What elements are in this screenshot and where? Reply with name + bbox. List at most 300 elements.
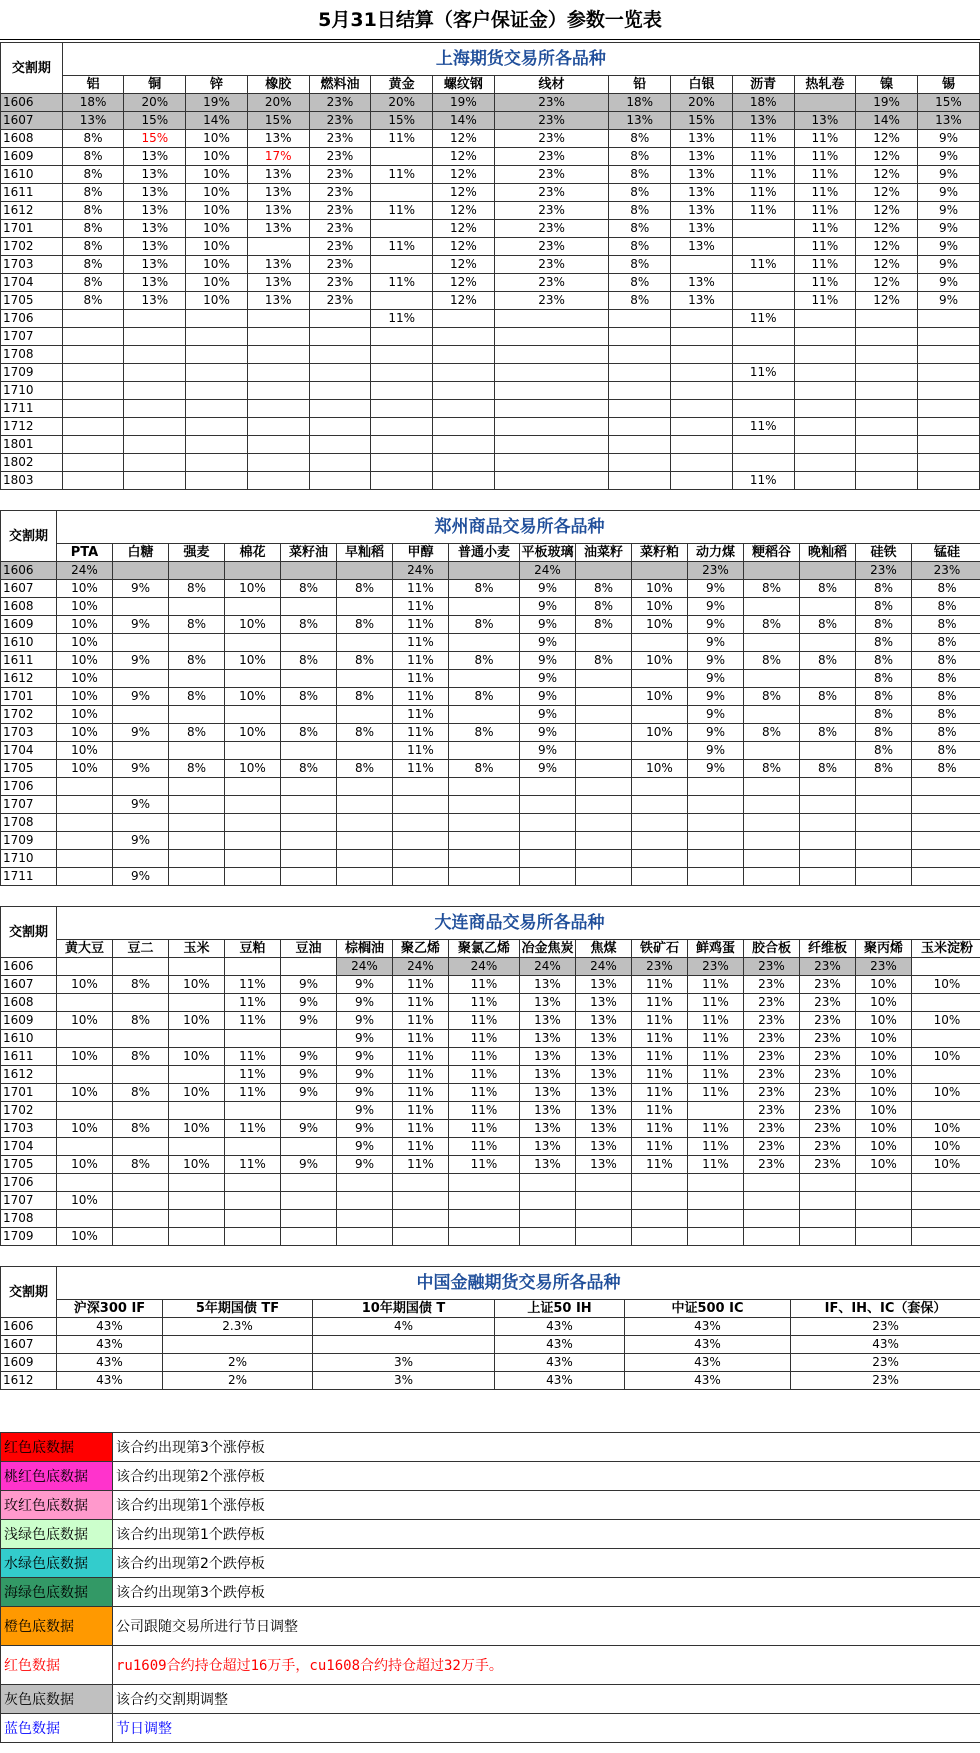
margin-cell xyxy=(632,670,688,688)
margin-cell: 23% xyxy=(309,202,371,220)
margin-cell: 9% xyxy=(688,706,744,724)
dce-table xyxy=(0,906,980,1246)
delivery-period: 1706 xyxy=(1,778,57,796)
margin-cell: 11% xyxy=(393,1012,449,1030)
margin-cell xyxy=(856,796,912,814)
table-row xyxy=(1,1372,980,1390)
margin-cell: 8% xyxy=(800,760,856,778)
margin-cell xyxy=(520,1228,576,1246)
margin-cell: 23% xyxy=(744,1012,800,1030)
delivery-period: 1707 xyxy=(1,1192,57,1210)
margin-cell: 8% xyxy=(856,706,912,724)
legend-description: 该合约交割期调整 xyxy=(113,1685,980,1714)
margin-cell xyxy=(449,670,520,688)
margin-cell xyxy=(856,364,918,382)
margin-cell: 14% xyxy=(186,112,248,130)
margin-cell: 13% xyxy=(520,1102,576,1120)
margin-cell: 17% xyxy=(247,148,309,166)
margin-cell: 9% xyxy=(917,256,979,274)
column-header: 晚籼稻 xyxy=(800,544,856,562)
column-header: 豆油 xyxy=(281,940,337,958)
delivery-period: 1705 xyxy=(1,1156,57,1174)
delivery-period: 1702 xyxy=(1,238,63,256)
margin-cell: 8% xyxy=(609,202,671,220)
margin-cell: 11% xyxy=(225,976,281,994)
margin-cell: 8% xyxy=(800,724,856,742)
margin-cell: 10% xyxy=(632,580,688,598)
margin-cell xyxy=(449,1210,520,1228)
margin-cell xyxy=(632,1210,688,1228)
margin-cell xyxy=(800,832,856,850)
margin-cell: 10% xyxy=(169,1084,225,1102)
czce-table xyxy=(0,510,980,886)
margin-cell: 18% xyxy=(609,94,671,112)
margin-cell xyxy=(186,400,248,418)
margin-cell: 11% xyxy=(371,130,433,148)
margin-cell: 9% xyxy=(337,1120,393,1138)
margin-cell: 11% xyxy=(449,1138,520,1156)
margin-cell xyxy=(609,328,671,346)
margin-cell: 23% xyxy=(800,1102,856,1120)
margin-cell xyxy=(169,1138,225,1156)
margin-cell: 11% xyxy=(393,1030,449,1048)
margin-cell: 13% xyxy=(576,1012,632,1030)
period-label: 交割期 xyxy=(1,1267,57,1318)
table-row xyxy=(1,112,980,130)
margin-cell xyxy=(794,310,856,328)
margin-cell: 11% xyxy=(632,1084,688,1102)
delivery-period: 1710 xyxy=(1,850,57,868)
margin-cell xyxy=(609,382,671,400)
margin-cell xyxy=(281,1138,337,1156)
margin-cell: 10% xyxy=(856,1156,912,1174)
margin-cell xyxy=(169,994,225,1012)
margin-cell: 23% xyxy=(744,994,800,1012)
margin-cell: 23% xyxy=(309,94,371,112)
margin-cell xyxy=(371,184,433,202)
margin-cell xyxy=(247,418,309,436)
margin-cell: 9% xyxy=(281,976,337,994)
margin-cell xyxy=(186,472,248,490)
table-row xyxy=(1,328,980,346)
margin-cell: 11% xyxy=(794,148,856,166)
margin-cell xyxy=(309,418,371,436)
margin-cell: 8% xyxy=(609,238,671,256)
margin-cell xyxy=(744,1210,800,1228)
margin-cell: 9% xyxy=(520,706,576,724)
margin-cell xyxy=(393,868,449,886)
margin-cell: 8% xyxy=(281,688,337,706)
margin-cell: 13% xyxy=(671,238,733,256)
margin-cell: 23% xyxy=(744,1102,800,1120)
margin-cell xyxy=(732,382,794,400)
margin-cell: 8% xyxy=(856,742,912,760)
column-header: 黄金 xyxy=(371,76,433,94)
margin-cell: 11% xyxy=(449,1156,520,1174)
margin-cell xyxy=(449,868,520,886)
margin-cell: 8% xyxy=(337,760,393,778)
margin-cell xyxy=(62,400,124,418)
margin-cell xyxy=(169,1228,225,1246)
margin-cell: 13% xyxy=(520,1048,576,1066)
margin-cell xyxy=(671,400,733,418)
margin-cell: 23% xyxy=(800,1156,856,1174)
delivery-period: 1611 xyxy=(1,652,57,670)
margin-cell: 11% xyxy=(794,238,856,256)
delivery-period: 1710 xyxy=(1,382,63,400)
margin-cell xyxy=(632,1192,688,1210)
margin-cell xyxy=(113,778,169,796)
margin-cell: 11% xyxy=(732,310,794,328)
margin-cell: 10% xyxy=(57,670,113,688)
cffex-table xyxy=(0,1266,980,1390)
margin-cell xyxy=(856,1210,912,1228)
margin-cell: 23% xyxy=(494,112,609,130)
period-label: 交割期 xyxy=(1,511,57,562)
margin-cell: 11% xyxy=(371,274,433,292)
legend-label: 桃红色底数据 xyxy=(1,1462,113,1491)
margin-cell xyxy=(281,868,337,886)
margin-cell xyxy=(917,400,979,418)
legend-row xyxy=(1,1578,980,1607)
margin-cell: 11% xyxy=(225,994,281,1012)
margin-cell: 13% xyxy=(247,256,309,274)
margin-cell xyxy=(225,706,281,724)
column-header: 沪深300 IF xyxy=(57,1300,163,1318)
margin-cell: 8% xyxy=(912,706,980,724)
margin-cell: 11% xyxy=(632,1030,688,1048)
margin-cell: 8% xyxy=(912,688,980,706)
margin-cell: 13% xyxy=(576,1156,632,1174)
margin-cell: 13% xyxy=(576,976,632,994)
margin-cell xyxy=(113,958,169,976)
margin-cell xyxy=(281,670,337,688)
delivery-period: 1703 xyxy=(1,724,57,742)
margin-cell: 10% xyxy=(856,1084,912,1102)
margin-cell xyxy=(169,850,225,868)
legend-label: 红色底数据 xyxy=(1,1433,113,1462)
margin-cell xyxy=(744,598,800,616)
margin-cell xyxy=(247,436,309,454)
column-header: IF、IH、IC（套保） xyxy=(791,1300,980,1318)
margin-cell xyxy=(732,400,794,418)
column-header: 早籼稻 xyxy=(337,544,393,562)
delivery-period: 1609 xyxy=(1,1354,57,1372)
margin-cell xyxy=(113,598,169,616)
margin-cell xyxy=(281,796,337,814)
margin-cell: 8% xyxy=(169,688,225,706)
margin-cell: 11% xyxy=(393,760,449,778)
legend-table xyxy=(0,1432,980,1743)
delivery-period: 1609 xyxy=(1,148,63,166)
margin-cell: 9% xyxy=(688,760,744,778)
margin-cell: 13% xyxy=(671,220,733,238)
delivery-period: 1711 xyxy=(1,868,57,886)
margin-cell xyxy=(393,814,449,832)
table-row xyxy=(1,868,980,886)
margin-cell xyxy=(912,796,980,814)
margin-cell: 10% xyxy=(57,760,113,778)
margin-cell: 11% xyxy=(794,202,856,220)
margin-cell: 11% xyxy=(794,256,856,274)
margin-cell: 8% xyxy=(449,652,520,670)
margin-cell: 10% xyxy=(186,184,248,202)
margin-cell xyxy=(632,850,688,868)
margin-cell xyxy=(57,832,113,850)
margin-cell xyxy=(169,742,225,760)
table-row xyxy=(1,274,980,292)
delivery-period: 1606 xyxy=(1,958,57,976)
margin-cell xyxy=(433,418,495,436)
margin-cell: 23% xyxy=(744,1120,800,1138)
margin-cell xyxy=(371,328,433,346)
delivery-period: 1708 xyxy=(1,1210,57,1228)
delivery-period: 1704 xyxy=(1,1138,57,1156)
column-header: 动力煤 xyxy=(688,544,744,562)
margin-cell xyxy=(281,1174,337,1192)
margin-cell xyxy=(917,436,979,454)
legend-description: 该合约出现第3个跌停板 xyxy=(113,1578,980,1607)
margin-cell: 23% xyxy=(688,562,744,580)
table-row xyxy=(1,400,980,418)
margin-cell xyxy=(225,1210,281,1228)
table-row xyxy=(1,850,980,868)
margin-cell: 11% xyxy=(688,1048,744,1066)
margin-cell xyxy=(912,1174,980,1192)
margin-cell: 13% xyxy=(520,1030,576,1048)
margin-cell: 23% xyxy=(791,1318,980,1336)
delivery-period: 1711 xyxy=(1,400,63,418)
margin-cell: 9% xyxy=(520,616,576,634)
margin-cell: 23% xyxy=(800,994,856,1012)
delivery-period: 1612 xyxy=(1,202,63,220)
margin-cell xyxy=(609,400,671,418)
margin-cell xyxy=(169,1210,225,1228)
legend-row xyxy=(1,1714,980,1743)
margin-cell: 9% xyxy=(688,598,744,616)
column-header: 中证500 IC xyxy=(625,1300,791,1318)
margin-cell: 8% xyxy=(609,166,671,184)
margin-cell xyxy=(632,868,688,886)
margin-cell: 12% xyxy=(856,256,918,274)
margin-cell: 11% xyxy=(393,1066,449,1084)
margin-cell xyxy=(57,1210,113,1228)
margin-cell: 43% xyxy=(495,1336,625,1354)
margin-cell: 13% xyxy=(576,1102,632,1120)
margin-cell xyxy=(912,832,980,850)
margin-cell xyxy=(912,1030,980,1048)
margin-cell: 24% xyxy=(393,958,449,976)
margin-cell: 11% xyxy=(393,598,449,616)
margin-cell xyxy=(520,1192,576,1210)
margin-cell xyxy=(632,634,688,652)
margin-cell: 8% xyxy=(609,292,671,310)
margin-cell xyxy=(225,832,281,850)
margin-cell: 23% xyxy=(494,130,609,148)
margin-cell xyxy=(688,1228,744,1246)
margin-cell: 12% xyxy=(856,238,918,256)
margin-cell: 23% xyxy=(791,1354,980,1372)
period-label: 交割期 xyxy=(1,43,63,94)
margin-cell: 23% xyxy=(494,274,609,292)
margin-cell xyxy=(225,742,281,760)
column-header: 铝 xyxy=(62,76,124,94)
margin-cell xyxy=(57,1030,113,1048)
margin-cell xyxy=(671,436,733,454)
margin-cell: 11% xyxy=(794,130,856,148)
table-row xyxy=(1,778,980,796)
margin-cell xyxy=(744,670,800,688)
margin-cell: 11% xyxy=(794,166,856,184)
margin-cell: 11% xyxy=(632,994,688,1012)
margin-cell: 13% xyxy=(671,292,733,310)
margin-cell: 10% xyxy=(57,742,113,760)
margin-cell xyxy=(576,1228,632,1246)
table-row xyxy=(1,1210,980,1228)
legend-label: 玫红色底数据 xyxy=(1,1491,113,1520)
margin-cell: 43% xyxy=(495,1318,625,1336)
margin-cell: 10% xyxy=(169,1156,225,1174)
margin-cell xyxy=(169,598,225,616)
margin-cell xyxy=(917,382,979,400)
table-row xyxy=(1,688,980,706)
margin-cell xyxy=(609,364,671,382)
margin-cell xyxy=(856,310,918,328)
margin-cell xyxy=(371,454,433,472)
margin-cell: 23% xyxy=(800,1012,856,1030)
margin-cell: 9% xyxy=(337,1048,393,1066)
margin-cell xyxy=(732,274,794,292)
margin-cell xyxy=(917,472,979,490)
margin-cell xyxy=(225,868,281,886)
margin-cell xyxy=(449,598,520,616)
margin-cell xyxy=(688,850,744,868)
margin-cell xyxy=(433,364,495,382)
margin-cell: 13% xyxy=(247,130,309,148)
delivery-period: 1701 xyxy=(1,1084,57,1102)
margin-cell xyxy=(794,94,856,112)
legend-row xyxy=(1,1491,980,1520)
delivery-period: 1701 xyxy=(1,220,63,238)
legend-label: 灰色底数据 xyxy=(1,1685,113,1714)
margin-cell: 13% xyxy=(576,1048,632,1066)
margin-cell: 10% xyxy=(57,616,113,634)
margin-cell: 11% xyxy=(732,202,794,220)
margin-cell: 10% xyxy=(856,1012,912,1030)
margin-cell xyxy=(113,742,169,760)
margin-cell xyxy=(169,562,225,580)
margin-cell: 23% xyxy=(688,958,744,976)
margin-cell: 11% xyxy=(449,1084,520,1102)
margin-cell: 9% xyxy=(917,292,979,310)
margin-cell: 8% xyxy=(856,598,912,616)
margin-cell xyxy=(744,850,800,868)
delivery-period: 1709 xyxy=(1,364,63,382)
margin-cell xyxy=(309,364,371,382)
margin-cell xyxy=(186,364,248,382)
exchange-name: 上海期货交易所各品种 xyxy=(62,43,979,76)
margin-cell xyxy=(247,364,309,382)
margin-cell: 10% xyxy=(225,652,281,670)
margin-cell: 23% xyxy=(494,292,609,310)
margin-cell xyxy=(225,1030,281,1048)
margin-cell xyxy=(494,382,609,400)
margin-cell xyxy=(225,562,281,580)
margin-cell xyxy=(225,850,281,868)
margin-cell: 11% xyxy=(225,1084,281,1102)
legend-label: 海绿色底数据 xyxy=(1,1578,113,1607)
table-row xyxy=(1,1048,980,1066)
delivery-period: 1706 xyxy=(1,310,63,328)
margin-cell xyxy=(494,454,609,472)
table-row xyxy=(1,1228,980,1246)
margin-cell xyxy=(113,1030,169,1048)
margin-cell xyxy=(744,778,800,796)
margin-cell xyxy=(186,382,248,400)
margin-cell: 11% xyxy=(393,688,449,706)
delivery-period: 1610 xyxy=(1,1030,57,1048)
table-row xyxy=(1,670,980,688)
margin-cell xyxy=(576,796,632,814)
legend-row xyxy=(1,1646,980,1685)
margin-cell xyxy=(186,454,248,472)
margin-cell xyxy=(281,562,337,580)
margin-cell: 8% xyxy=(912,580,980,598)
column-header: 普通小麦 xyxy=(449,544,520,562)
margin-cell: 23% xyxy=(744,1066,800,1084)
margin-cell: 11% xyxy=(732,148,794,166)
column-header: 上证50 IH xyxy=(495,1300,625,1318)
margin-cell: 10% xyxy=(186,274,248,292)
margin-cell: 43% xyxy=(495,1372,625,1390)
margin-cell: 9% xyxy=(337,1030,393,1048)
margin-cell xyxy=(912,850,980,868)
margin-cell: 10% xyxy=(912,1012,980,1030)
margin-cell: 9% xyxy=(337,1066,393,1084)
margin-cell xyxy=(744,742,800,760)
margin-cell: 8% xyxy=(912,742,980,760)
margin-cell xyxy=(337,634,393,652)
margin-cell xyxy=(57,958,113,976)
column-header: 棉花 xyxy=(225,544,281,562)
margin-cell: 12% xyxy=(433,238,495,256)
margin-cell xyxy=(520,850,576,868)
margin-cell xyxy=(800,814,856,832)
margin-cell: 24% xyxy=(57,562,113,580)
margin-cell xyxy=(281,814,337,832)
legend-row xyxy=(1,1462,980,1491)
table-row xyxy=(1,148,980,166)
margin-cell xyxy=(186,328,248,346)
table-row xyxy=(1,418,980,436)
margin-cell: 9% xyxy=(520,760,576,778)
margin-cell: 8% xyxy=(169,616,225,634)
margin-cell xyxy=(732,346,794,364)
margin-cell: 9% xyxy=(281,1012,337,1030)
margin-cell: 8% xyxy=(449,724,520,742)
margin-cell: 9% xyxy=(917,274,979,292)
margin-cell: 8% xyxy=(609,256,671,274)
margin-cell xyxy=(632,832,688,850)
delivery-period: 1608 xyxy=(1,994,57,1012)
margin-cell xyxy=(800,1192,856,1210)
margin-cell: 43% xyxy=(791,1336,980,1354)
margin-cell xyxy=(225,1138,281,1156)
margin-cell: 10% xyxy=(57,1192,113,1210)
margin-cell: 11% xyxy=(371,166,433,184)
margin-cell: 11% xyxy=(632,1066,688,1084)
margin-cell xyxy=(732,292,794,310)
